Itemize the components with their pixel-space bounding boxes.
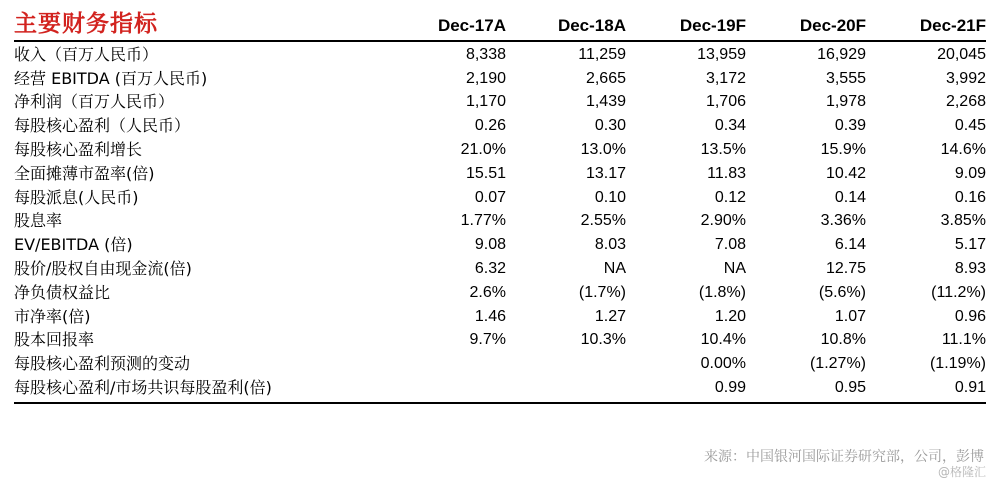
table-cell: 1,439 — [585, 93, 626, 111]
financial-table — [14, 6, 986, 404]
table-row — [14, 162, 986, 186]
table-cell: (11.2%) — [931, 283, 986, 301]
row-label: 每股核心盈利（人民币） — [14, 116, 191, 136]
table-cell: 1,706 — [705, 93, 746, 111]
table-cell: 1.07 — [834, 307, 866, 325]
table-row — [14, 138, 986, 162]
table-cell: 7.08 — [714, 236, 746, 254]
table-cell: 0.95 — [834, 379, 866, 397]
table-cell: 20,045 — [937, 45, 986, 63]
row-label: 经营 EBITDA (百万人民币) — [14, 68, 208, 88]
table-cell: 0.34 — [714, 117, 746, 135]
column-header-2021: Dec-21F — [919, 16, 986, 35]
column-header-2020: Dec-20F — [799, 16, 866, 35]
table-cell: 3.85% — [940, 212, 986, 230]
table-cell: 0.39 — [834, 117, 866, 135]
table-cell: 1,170 — [465, 93, 506, 111]
table-cell: 9.7% — [469, 331, 506, 349]
row-label: 股本回报率 — [14, 330, 95, 350]
table-title: 主要财务指标 — [14, 11, 158, 37]
table-cell: 16,929 — [817, 45, 866, 63]
row-label: 收入（百万人民币） — [14, 44, 159, 64]
table-header — [14, 6, 986, 42]
table-cell: 13.0% — [580, 141, 626, 159]
table-cell: 12.75 — [825, 260, 866, 278]
table-cell: 1.77% — [460, 212, 506, 230]
column-header-2019: Dec-19F — [679, 16, 746, 35]
row-label: 净负债权益比 — [14, 282, 111, 302]
table-cell: 10.42 — [825, 164, 866, 182]
row-label: 净利润（百万人民币） — [14, 92, 175, 112]
table-row — [14, 210, 986, 234]
column-header-2018: Dec-18A — [557, 16, 626, 35]
table-row — [14, 329, 986, 353]
table-cell: 0.26 — [474, 117, 506, 135]
table-row — [14, 281, 986, 305]
row-label: 股息率 — [14, 211, 63, 231]
table-row — [14, 305, 986, 329]
table-cell: 21.0% — [460, 141, 506, 159]
table-cell: 0.16 — [954, 188, 986, 206]
table-cell: 0.30 — [594, 117, 626, 135]
table-cell: 0.14 — [834, 188, 866, 206]
table-cell: 10.4% — [700, 331, 746, 349]
table-row — [14, 352, 986, 376]
table-cell: 3,992 — [945, 69, 986, 87]
table-cell: 0.10 — [594, 188, 626, 206]
row-label: 市净率(倍) — [14, 306, 91, 326]
table-cell: 2,190 — [465, 69, 506, 87]
table-cell: 5.17 — [954, 236, 986, 254]
source-note: 来源：中国银河国际证券研究部，公司，彭博 — [704, 449, 984, 465]
table-cell: 15.51 — [465, 164, 506, 182]
table-cell: 2.90% — [700, 212, 746, 230]
table-cell: (1.27%) — [809, 355, 866, 373]
table-cell: 8,338 — [465, 45, 506, 63]
table-cell: (1.8%) — [698, 283, 746, 301]
table-cell: 8.93 — [954, 260, 986, 278]
row-label: 每股核心盈利增长 — [14, 140, 143, 160]
row-label: 全面摊薄市盈率(倍) — [14, 163, 155, 183]
table-cell: 3,555 — [825, 69, 866, 87]
table-cell: 1,978 — [825, 93, 866, 111]
table-row — [14, 114, 986, 138]
table-row — [14, 43, 986, 67]
bottom-rule — [14, 402, 986, 404]
row-label: EV/EBITDA (倍) — [14, 235, 133, 255]
table-cell: (1.19%) — [929, 355, 986, 373]
row-label: 股价/股权自由现金流(倍) — [14, 259, 192, 279]
table-cell: 11.1% — [941, 331, 986, 349]
table-cell: 1.20 — [714, 307, 746, 325]
table-cell: 15.9% — [820, 141, 866, 159]
table-row — [14, 257, 986, 281]
table-cell: 0.07 — [474, 188, 506, 206]
table-cell: 0.96 — [954, 307, 986, 325]
table-row — [14, 67, 986, 91]
table-cell: 2,268 — [945, 93, 986, 111]
column-header-2017: Dec-17A — [437, 16, 506, 35]
table-cell: 0.45 — [954, 117, 986, 135]
watermark: @格隆汇 — [937, 465, 986, 479]
table-cell: 6.32 — [474, 260, 506, 278]
table-cell: 6.14 — [834, 236, 866, 254]
table-cell: 0.99 — [714, 379, 746, 397]
table-cell: 13.5% — [700, 141, 746, 159]
table-cell: NA — [723, 260, 746, 278]
table-cell: 3,172 — [705, 69, 746, 87]
table-cell: 3.36% — [820, 212, 866, 230]
table-cell: 2,665 — [585, 69, 626, 87]
table-row — [14, 376, 986, 400]
table-cell: 14.6% — [940, 141, 986, 159]
table-cell: 13.17 — [585, 164, 626, 182]
table-row — [14, 91, 986, 115]
row-label: 每股核心盈利预测的变动 — [14, 354, 191, 374]
table-cell: 8.03 — [594, 236, 626, 254]
table-cell: 9.09 — [954, 164, 986, 182]
table-cell: 0.00% — [700, 355, 746, 373]
table-cell: 9.08 — [474, 236, 506, 254]
table-cell: 0.91 — [954, 379, 986, 397]
table-cell: 11,259 — [578, 45, 626, 63]
table-row — [14, 233, 986, 257]
table-cell: NA — [603, 260, 626, 278]
table-body — [14, 42, 986, 400]
row-label: 每股派息(人民币) — [14, 187, 139, 207]
table-row — [14, 186, 986, 210]
table-cell: 2.6% — [469, 283, 506, 301]
table-cell: 1.27 — [594, 307, 626, 325]
table-cell: 1.46 — [474, 307, 506, 325]
table-cell: 11.83 — [707, 164, 746, 182]
table-cell: 10.8% — [820, 331, 866, 349]
table-cell: (5.6%) — [818, 283, 866, 301]
table-cell: 2.55% — [580, 212, 626, 230]
table-cell: 10.3% — [580, 331, 626, 349]
table-cell: 0.12 — [714, 188, 746, 206]
table-cell: (1.7%) — [578, 283, 626, 301]
row-label: 每股核心盈利/市场共识每股盈利(倍) — [14, 378, 272, 398]
table-cell: 13,959 — [697, 45, 746, 63]
